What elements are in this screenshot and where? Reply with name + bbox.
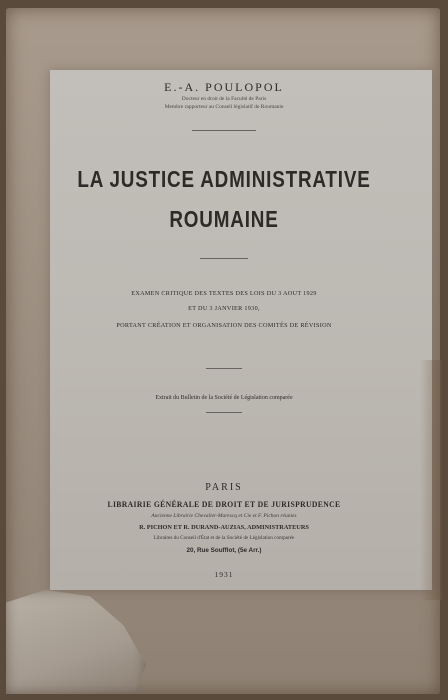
cover-label-panel bbox=[50, 70, 432, 590]
imprint-city: PARIS bbox=[205, 482, 243, 493]
divider-rule bbox=[206, 412, 242, 413]
author-credential: Docteur en droit de la Faculté de Paris bbox=[181, 96, 267, 102]
publisher-address: 20, Rue Soufflot, (5e Arr.) bbox=[186, 547, 262, 554]
subtitle-line-3: PORTANT CRÉATION ET ORGANISATION DES COMITÉS DE RÉVISION bbox=[116, 322, 332, 329]
title-line-1: LA JUSTICE ADMINISTRATIVE bbox=[77, 166, 371, 192]
author-position: Membre rapporteur au Conseil législatif de Roumanie bbox=[164, 104, 284, 110]
divider-rule bbox=[192, 130, 256, 131]
title-line-2: ROUMAINE bbox=[169, 206, 279, 232]
divider-rule bbox=[206, 368, 242, 369]
publisher-affiliation: Libraires du Conseil d'État et de la Société de Législation comparée bbox=[153, 535, 295, 541]
divider-rule bbox=[200, 258, 248, 259]
author-name: E.-A. POULOPOL bbox=[164, 80, 284, 94]
subtitle-line-2: ET DU 3 JANVIER 1930, bbox=[188, 305, 260, 312]
publication-year: 1931 bbox=[214, 570, 234, 579]
publisher-administrators: R. PICHON ET R. DURAND-AUZIAS, ADMINISTRATEURS bbox=[139, 524, 309, 531]
extract-note: Extrait du Bulletin de la Société de Législation comparée bbox=[155, 395, 293, 401]
publisher-name: LIBRAIRIE GÉNÉRALE DE DROIT ET DE JURISPRUDENCE bbox=[107, 499, 341, 509]
publisher-former-name: Ancienne Librairie Chevalier-Marescq et Cie et F. Pichon réunies bbox=[151, 513, 297, 519]
subtitle-line-1: EXAMEN CRITIQUE DES TEXTES DES LOIS DU 3 AOUT 1929 bbox=[131, 290, 317, 297]
